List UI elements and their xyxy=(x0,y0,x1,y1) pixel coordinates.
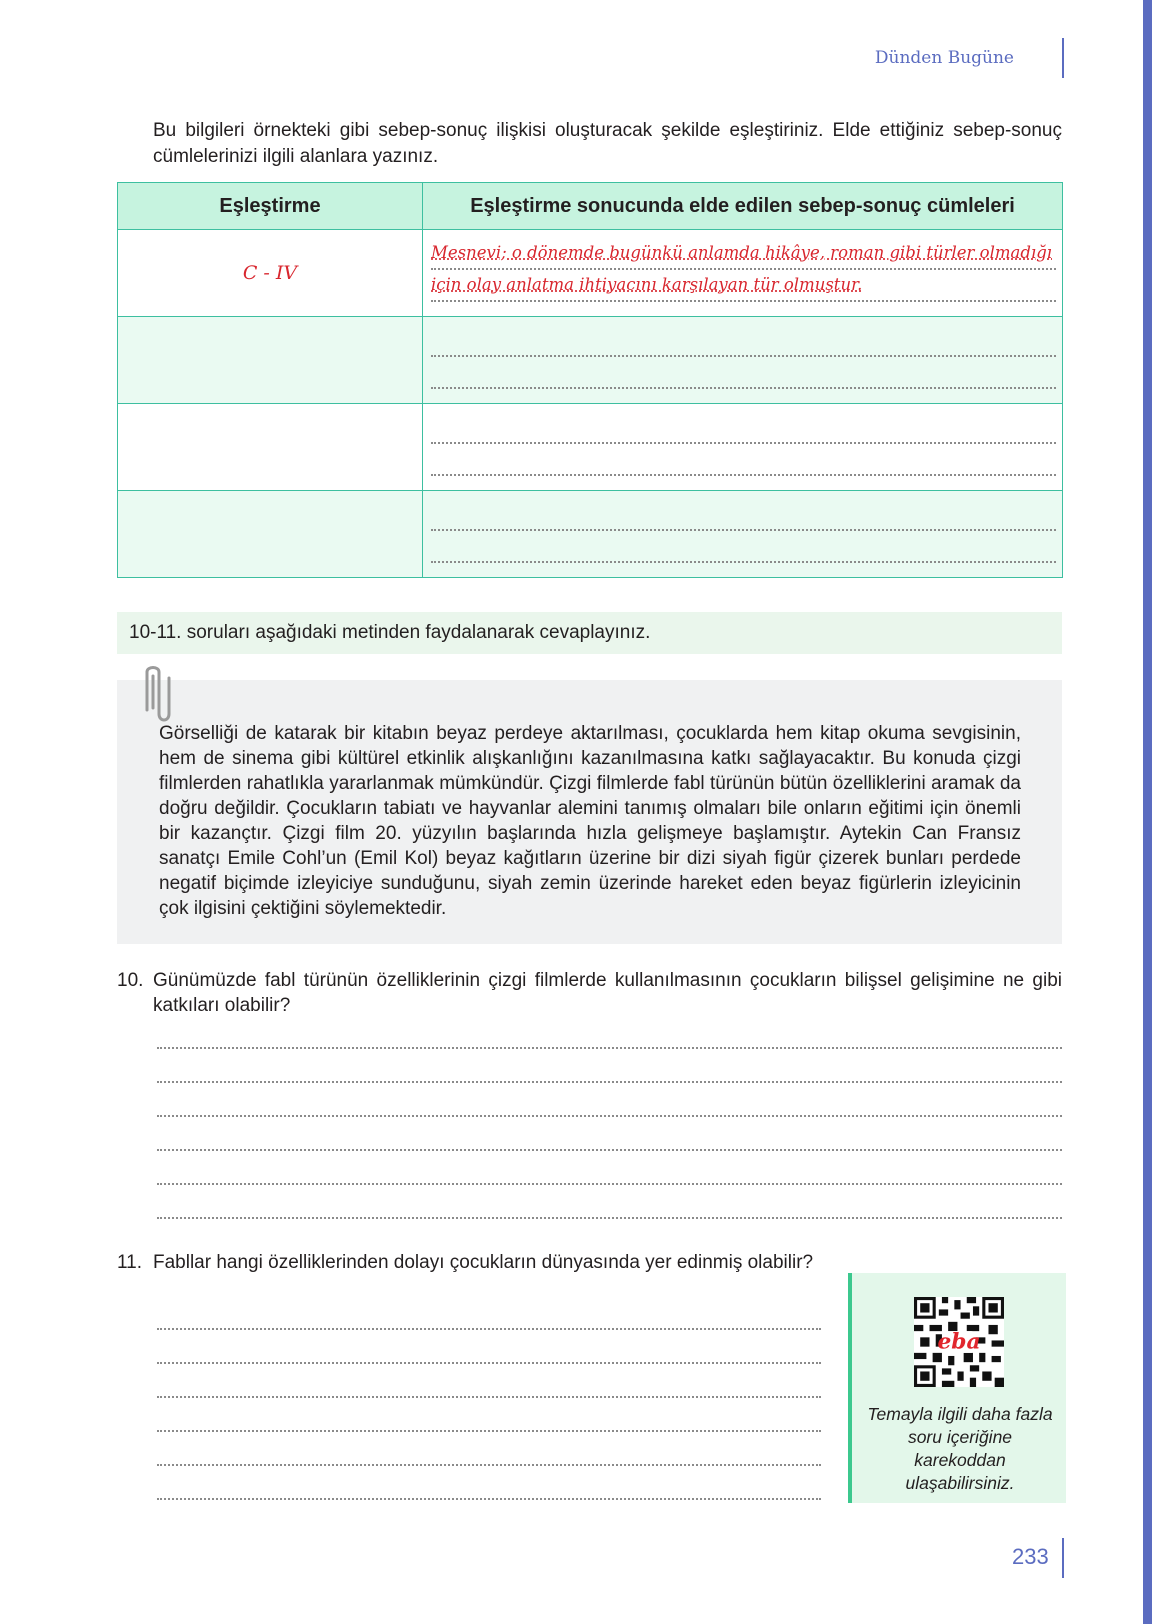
answer-line[interactable] xyxy=(157,1498,821,1500)
paperclip-icon xyxy=(133,664,175,726)
answer-line xyxy=(431,325,1056,357)
qr-info-box xyxy=(848,1273,1066,1503)
answer-line: Mesnevi; o dönemde bugünkü anlamda hikâye, roman gibi türler olmadığı xyxy=(431,238,1056,270)
answer-line[interactable] xyxy=(157,1081,1062,1083)
table-row xyxy=(118,317,1063,404)
footer-divider xyxy=(1062,1538,1064,1578)
table-row xyxy=(118,230,1063,317)
header-divider xyxy=(1062,38,1064,78)
table-header-sentences: Eşleştirme sonucunda elde edilen sebep-sonuç cümleleri xyxy=(423,183,1063,230)
answer-cell[interactable] xyxy=(423,230,1063,317)
answer-line[interactable] xyxy=(157,1149,1062,1151)
answer-line[interactable] xyxy=(157,1047,1062,1049)
pair-cell[interactable] xyxy=(118,317,423,404)
answer-line[interactable] xyxy=(157,1430,821,1432)
table-row xyxy=(118,491,1063,578)
answer-cell[interactable] xyxy=(423,317,1063,404)
answer-line[interactable] xyxy=(157,1217,1062,1219)
table-header-pair: Eşleştirme xyxy=(118,183,423,230)
side-accent-bar xyxy=(1143,0,1152,1624)
answer-line xyxy=(431,357,1056,389)
qr-caption: Temayla ilgili daha fazla soru içeriğine karekoddan ulaşabilirsiniz. xyxy=(867,1404,1053,1493)
table-row xyxy=(118,404,1063,491)
answer-line xyxy=(431,412,1056,444)
pair-answer: C - IV xyxy=(242,262,298,284)
answer-cell[interactable] xyxy=(423,404,1063,491)
section-title: Dünden Bugüne xyxy=(874,48,1014,68)
answer-line[interactable] xyxy=(157,1464,821,1466)
page-number: 233 xyxy=(1012,1544,1049,1569)
answer-line[interactable] xyxy=(157,1362,821,1364)
pair-cell[interactable] xyxy=(118,404,423,491)
answer-line xyxy=(431,444,1056,476)
question-text: Günümüzde fabl türünün özelliklerinin çizgi filmlerde kullanılmasının çocukların bilişsel gelişimine ne gibi katkıları olabilir? xyxy=(153,970,1062,1016)
question-text: Fabllar hangi özelliklerinden dolayı çocukların dünyasında yer edinmiş olabilir? xyxy=(153,1252,814,1273)
eba-logo: eba xyxy=(937,1329,981,1355)
pair-cell[interactable] xyxy=(118,491,423,578)
answer-line[interactable] xyxy=(157,1396,821,1398)
questions-banner: 10-11. soruları aşağıdaki metinden faydalanarak cevaplayınız. xyxy=(117,612,1062,654)
answer-line[interactable] xyxy=(157,1328,821,1330)
qr-code-icon[interactable] xyxy=(914,1297,1004,1387)
table-header-row xyxy=(118,183,1063,230)
answer-line: için olay anlatma ihtiyacını karşılayan tür olmuştur. xyxy=(431,270,1056,302)
answer-line[interactable] xyxy=(157,1183,1062,1185)
answer-cell[interactable] xyxy=(423,491,1063,578)
pair-cell[interactable] xyxy=(118,230,423,317)
reading-passage: Görselliği de katarak bir kitabın beyaz perdeye aktarılması, çocuklarda hem kitap okuma sevgisinin, hem de sinema gibi kültürel etkinlik alışkanlığını kazanılmasına katkı sağlayacaktır. Bu konuda çizgi filmlerden rahatlıkla yararlanmak mümkündür. Çizgi filmlerde fabl türünün bütün özelliklerini aramak da doğru değildir. Çocukların tabiatı ve hayvanlar alemini tanımış olmaları bile onların eğitimi için önemli bir kazançtır. Çizgi film 20. yüzyılın başlarında hızla gelişmeye başlamıştır. Aytekin Can Fransız sanatçı Emile Cohl’un (Emil Kol) beyaz kağıtların üzerine bir dizi siyah figür çizerek bunları perdede negatif biçimde izleyiciye sunduğunu, siyah zemin üzerinde hareket eden beyaz figürlerin izleyicinin çok ilgisini çektiğini söylemektedir. xyxy=(159,723,1021,919)
answer-line xyxy=(431,499,1056,531)
answer-line[interactable] xyxy=(157,1115,1062,1117)
question-number: 10. xyxy=(117,970,144,991)
instructions: Bu bilgileri örnekteki gibi sebep-sonuç ilişkisi oluşturacak şekilde eşleştiriniz. Elde ettiğiniz sebep-sonuç cümlelerinizi ilgili alanlara yazınız. xyxy=(153,120,1062,167)
reading-passage-box xyxy=(117,680,1062,944)
answer-line xyxy=(431,531,1056,563)
question-number: 11. xyxy=(117,1252,143,1273)
matching-table xyxy=(117,182,1063,578)
